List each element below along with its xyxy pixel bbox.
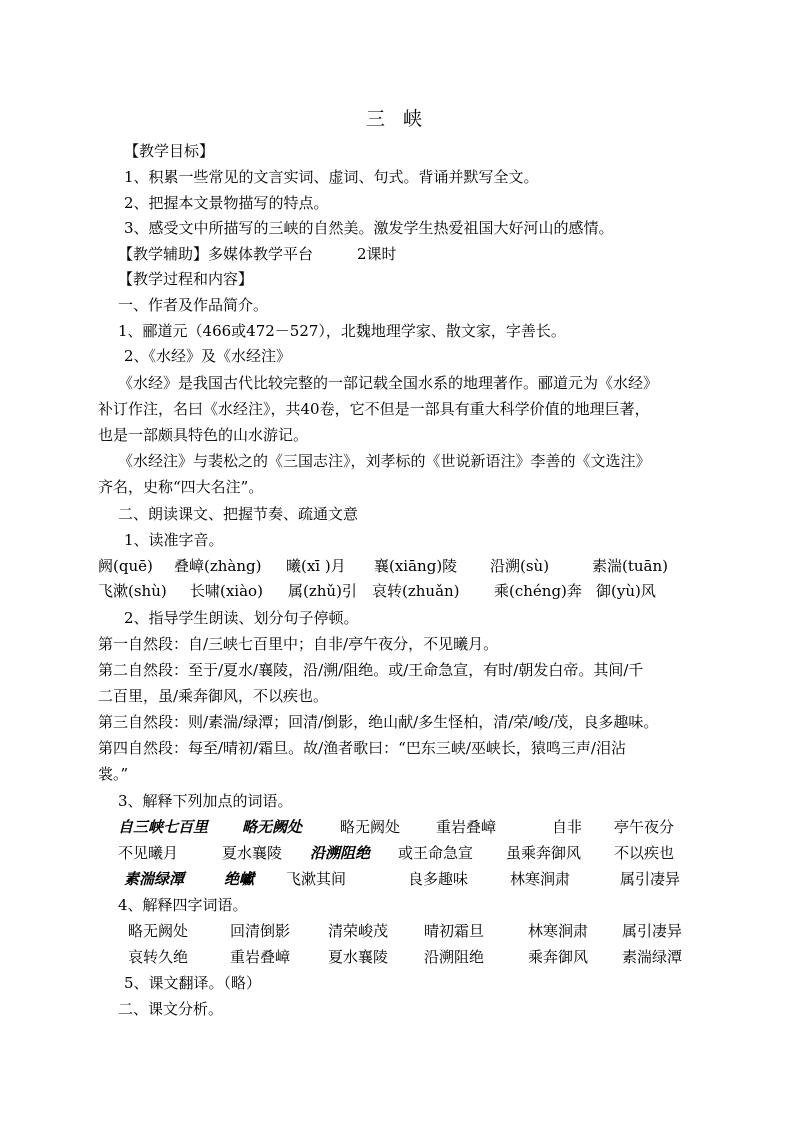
idiom-item: 略无阙处 (128, 922, 189, 940)
pron-row (98, 580, 698, 602)
explain-item: 不以疾也 (614, 844, 675, 862)
pron-item: 叠嶂(zhàng) (174, 557, 262, 575)
idiom-item: 哀转久绝 (128, 948, 189, 966)
aids-label: 【教学辅助】多媒体教学平台 (118, 245, 314, 263)
pron-row (98, 555, 698, 577)
idiom-item: 属引凄异 (622, 922, 683, 940)
idiom-item: 晴初霜旦 (424, 922, 485, 940)
explain-item: 略无阙处 (242, 818, 303, 836)
idiom-item: 重岩叠嶂 (230, 948, 291, 966)
para-line: 也是一部颇具特色的山水游记。 (98, 426, 309, 444)
explain-row (118, 842, 718, 864)
author-line: 1、郦道元（466或472－527），北魏地理学家、散文家，字善长。 (118, 322, 566, 340)
pron-item: 素湍(tuān) (592, 557, 668, 575)
pron-item: 长啸(xiào) (190, 582, 263, 600)
pause-line: 第一自然段：自/三峡七百里中；自非/亭午夜分，不见曦月。 (98, 635, 499, 653)
explain-item: 亭午夜分 (614, 818, 675, 836)
para-line: 补订作注，名曰《水经注》，共40卷，它不但是一部具有重大科学价值的地理巨著， (98, 400, 650, 418)
explain-item: 自非 (552, 818, 583, 836)
pron-item: 襄(xiāng)陵 (374, 557, 458, 575)
section-heading: 二、课文分析。 (118, 1000, 224, 1018)
pron-item: 属(zhǔ)引 (288, 582, 357, 600)
pron-item: 飞漱(shù) (98, 582, 167, 600)
section-heading: 二、朗读课文、把握节奏、疏通文意 (118, 505, 359, 523)
pron-item: 阙(quē) (98, 557, 153, 575)
explain-item: 良多趣味 (408, 870, 469, 888)
goal-item: 3、感受文中所描写的三峡的自然美。激发学生热爱祖国大好河山的感情。 (124, 219, 614, 237)
idiom-item: 素湍绿潭 (622, 948, 683, 966)
explain-item: 沿溯阻绝 (310, 844, 371, 862)
explain-item: 或王命急宣 (398, 844, 474, 862)
aids-hours: 2课时 (357, 245, 397, 263)
aids-line (118, 243, 397, 265)
explain-item: 绝巘 (224, 870, 255, 888)
idiom-row (128, 946, 728, 968)
sub-heading: 4、解释四字词语。 (118, 896, 248, 914)
goal-item: 2、把握本文景物描写的特点。 (124, 194, 329, 212)
pron-item: 乘(chéng)奔 (494, 582, 582, 600)
book-heading: 2、《水经》及《水经注》 (124, 347, 292, 365)
para-line: 《水经》是我国古代比较完整的一部记载全国水系的地理著作。郦道元为《水经》 (118, 374, 659, 392)
sub-heading: 2、指导学生朗读、划分句子停顿。 (124, 609, 359, 627)
explain-item: 属引凄异 (620, 870, 681, 888)
idiom-item: 回清倒影 (230, 922, 291, 940)
idiom-item: 乘奔御风 (528, 948, 589, 966)
sub-heading: 1、读准字音。 (124, 531, 224, 549)
explain-item: 自三峡七百里 (118, 818, 209, 836)
idiom-item: 沿溯阻绝 (424, 948, 485, 966)
explain-item: 重岩叠嶂 (436, 818, 497, 836)
explain-item: 虽乘奔御风 (506, 844, 582, 862)
idiom-item: 夏水襄陵 (328, 948, 389, 966)
goals-heading: 【教学目标】 (124, 142, 215, 160)
explain-row (118, 816, 718, 838)
explain-item: 不见曦月 (118, 844, 179, 862)
idiom-item: 林寒涧肃 (528, 922, 589, 940)
page-title: 三 峡 (365, 108, 429, 130)
explain-item: 飞漱其间 (286, 870, 347, 888)
pron-item: 御(yù)风 (596, 582, 656, 600)
pause-line: 二百里，虽/乘奔御风，不以疾也。 (98, 687, 329, 705)
para-line: 《水经注》与裴松之的《三国志注》，刘孝标的《世说新语注》李善的《文选注》 (118, 452, 651, 470)
explain-row (124, 868, 724, 890)
pron-item: 哀转(zhuǎn) (372, 582, 460, 600)
idiom-row (128, 920, 728, 942)
pron-item: 曦(xī )月 (286, 557, 346, 575)
explain-item: 略无阙处 (340, 818, 401, 836)
explain-item: 夏水襄陵 (222, 844, 283, 862)
process-heading: 【教学过程和内容】 (118, 270, 254, 288)
sub-heading: 3、解释下列加点的词语。 (118, 792, 293, 810)
idiom-item: 清荣峻茂 (328, 922, 389, 940)
explain-item: 林寒涧肃 (510, 870, 571, 888)
goal-item: 1、积累一些常见的文言实词、虚词、句式。背诵并默写全文。 (124, 168, 539, 186)
sub-heading: 5、课文翻译。（略） (124, 974, 262, 992)
pause-line: 第四自然段：每至/晴初/霜旦。故/渔者歌曰：“巴东三峡/巫峡长，猿鸣三声/泪沾 (98, 739, 626, 757)
explain-item: 素湍绿潭 (124, 870, 185, 888)
pause-line: 第二自然段：至于/夏水/襄陵，沿/溯/阻绝。或/王命急宣，有时/朝发白帝。其间/千 (98, 661, 644, 679)
pron-item: 沿溯(sù) (490, 557, 550, 575)
para-line: 齐名，史称“四大名注”。 (98, 478, 264, 496)
pause-line: 裳。” (98, 765, 129, 783)
pause-line: 第三自然段：则/素湍/绿潭；回清/倒影，绝山献/多生怪柏，清/荣/峻/茂，良多趣味。 (98, 713, 659, 731)
section-heading: 一、作者及作品简介。 (118, 296, 269, 314)
